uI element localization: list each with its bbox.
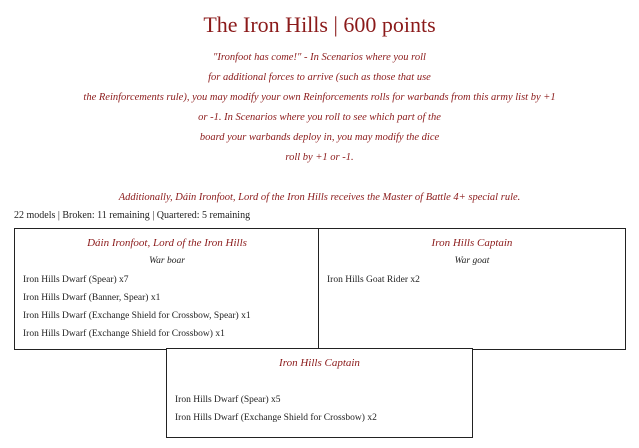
- warband-leader: Dáin Ironfoot, Lord of the Iron Hills: [87, 237, 247, 249]
- warband-card: [166, 348, 473, 438]
- warband-card: [318, 228, 626, 350]
- special-rule: Additionally, Dáin Ironfoot, Lord of the Iron Hills receives the Master of Battle 4+ special rule.: [118, 192, 521, 203]
- army-summary: 22 models | Broken: 11 remaining | Quartered: 5 remaining: [14, 210, 251, 221]
- page-title: The Iron Hills | 600 points: [203, 12, 436, 37]
- army-rule-line: board your warbands deploy in, you may modify the dice: [199, 132, 440, 143]
- army-rule-line: roll by +1 or -1.: [285, 152, 354, 163]
- warband-card: [14, 228, 320, 350]
- unit-entry: Iron Hills Dwarf (Spear) x5: [175, 395, 281, 405]
- army-rule-line: for additional forces to arrive (such as those that use: [208, 72, 431, 83]
- warband-mount: War goat: [454, 256, 490, 266]
- unit-entry: Iron Hills Dwarf (Banner, Spear) x1: [23, 293, 161, 303]
- unit-entry: Iron Hills Dwarf (Exchange Shield for Crossbow) x2: [175, 413, 377, 423]
- warband-mount: War boar: [149, 256, 185, 266]
- unit-entry: Iron Hills Dwarf (Exchange Shield for Crossbow) x1: [23, 329, 225, 339]
- unit-entry: Iron Hills Dwarf (Exchange Shield for Crossbow, Spear) x1: [23, 311, 251, 321]
- army-rule-line: the Reinforcements rule), you may modify your own Reinforcements rolls for warbands from this army list by +1: [83, 92, 556, 103]
- unit-entry: Iron Hills Goat Rider x2: [327, 275, 420, 285]
- warband-leader: Iron Hills Captain: [431, 237, 513, 249]
- army-rule-line: or -1. In Scenarios where you roll to see which part of the: [198, 112, 441, 123]
- army-rule-line: "Ironfoot has come!" - In Scenarios where you roll: [213, 52, 426, 63]
- unit-entry: Iron Hills Dwarf (Spear) x7: [23, 275, 129, 285]
- warband-leader: Iron Hills Captain: [279, 357, 360, 369]
